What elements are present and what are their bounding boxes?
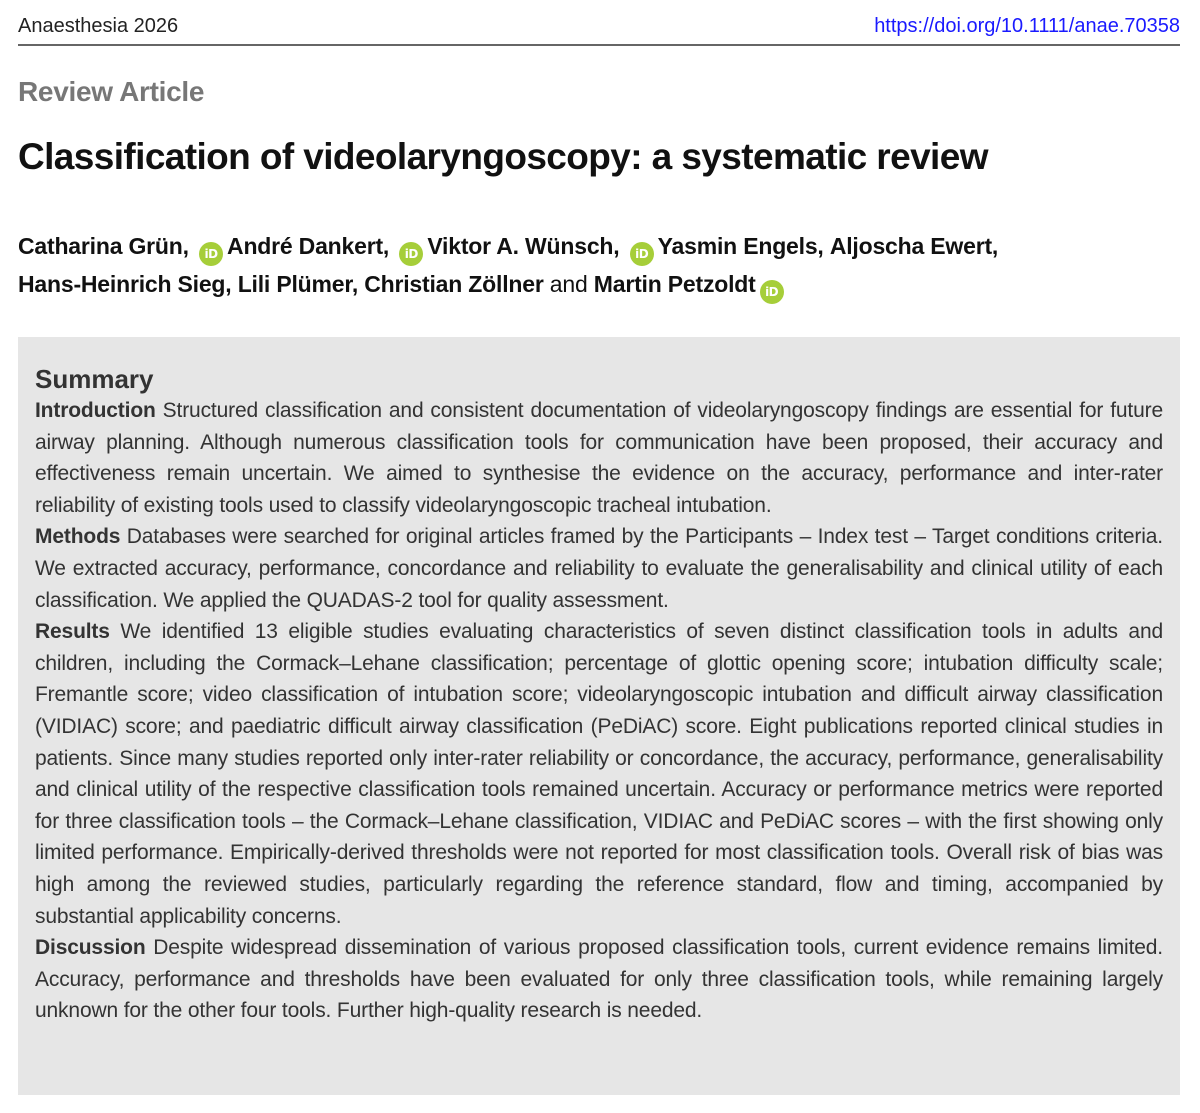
- running-header: [18, 10, 1180, 42]
- journal-name: Anaesthesia 2026: [18, 14, 179, 37]
- author-conjunction: and: [549, 271, 588, 297]
- section-label-introduction: Introduction: [35, 399, 156, 422]
- author-separator: ,: [817, 233, 824, 259]
- author-separator: ,: [225, 271, 232, 297]
- author-separator: ,: [182, 233, 189, 259]
- orcid-icon[interactable]: iD: [630, 242, 654, 266]
- author-separator: ,: [613, 233, 620, 259]
- author-name[interactable]: Martin Petzoldt: [593, 271, 756, 297]
- author-separator: ,: [351, 271, 359, 297]
- section-label-results: Results: [35, 620, 110, 644]
- doi-link[interactable]: https://doi.org/10.1111/anae.70358: [874, 14, 1180, 37]
- article-type-label: Review Article: [18, 76, 205, 107]
- orcid-icon[interactable]: iD: [399, 242, 423, 266]
- author-name[interactable]: Christian Zöllner: [364, 271, 544, 297]
- orcid-icon[interactable]: iD: [199, 242, 223, 266]
- author-separator: ,: [991, 233, 999, 259]
- article-title: Classification of videolaryngoscopy: a systematic review: [18, 136, 988, 177]
- summary-methods: [35, 521, 1163, 616]
- author-list: [18, 228, 1188, 304]
- author-name[interactable]: Viktor A. Wünsch: [427, 233, 614, 259]
- section-text-introduction: Structured classification and consistent documentation of videolaryngoscopy findings are essential for future airway planning. Although numerous classification tools for communication have been proposed, their accuracy and effectiveness remain uncertain. We aimed to synthesise the evidence on the accuracy, performance and inter-rater reliability of existing tools used to classify videolaryngoscopic tracheal intubation.: [35, 399, 1164, 517]
- author-name[interactable]: Yasmin Engels: [657, 233, 818, 259]
- section-text-results: We identified 13 eligible studies evaluating characteristics of seven distinct classification tools in adults and children, including the Cormack–Lehane classification; percentage of glottic opening score; intubation difficulty scale; Fremantle score; video classification of intubation score; videolaryngoscopic intubation and difficult airway classification (VIDIAC) score; and paediatric difficult airway classification (PeDiAC) score. Eight publications reported clinical studies in patients. Since many studies reported only inter-rater reliability or concordance, the accuracy, performance, generalisability and clinical utility of the respective classification tools remained uncertain. Accuracy or performance metrics were reported for three classification tools – the Cormack–Lehane classification, VIDIAC and PeDiAC scores – with the first showing only limited performance. Empirically-derived thresholds were not reported for most classification tools. Overall risk of bias was high among the reviewed studies, particularly regarding the reference standard, flow and timing, accompanied by substantial applicability concerns.: [35, 620, 1163, 928]
- section-text-methods: Databases were searched for original articles framed by the Participants – Index test – Target conditions criteria. We extracted accuracy, performance, concordance and reliability to evaluate the generalisability and clinical utility of each classification. We applied the QUADAS-2 tool for quality assessment.: [35, 525, 1163, 612]
- header-divider: [18, 44, 1180, 46]
- author-name[interactable]: Hans-Heinrich Sieg: [18, 271, 226, 297]
- summary-box: [18, 337, 1180, 1095]
- summary-results: [35, 616, 1163, 932]
- author-name[interactable]: Catharina Grün: [18, 233, 183, 259]
- author-separator: ,: [382, 233, 390, 259]
- author-name[interactable]: Aljoscha Ewert: [829, 233, 992, 259]
- summary-discussion: [35, 932, 1163, 1027]
- author-name[interactable]: André Dankert: [227, 233, 383, 259]
- author-name[interactable]: Lili Plümer: [237, 271, 352, 297]
- summary-introduction: [35, 395, 1163, 521]
- section-label-discussion: Discussion: [35, 936, 146, 960]
- section-label-methods: Methods: [35, 525, 121, 549]
- orcid-icon[interactable]: iD: [760, 280, 784, 304]
- section-text-discussion: Despite widespread dissemination of various proposed classification tools, current evidence remains limited. Accuracy, performance and thresholds have been evaluated for only three classification tools, while remaining largely unknown for the other four tools. Further high-quality research is needed.: [35, 936, 1163, 1023]
- summary-heading: Summary: [35, 364, 154, 394]
